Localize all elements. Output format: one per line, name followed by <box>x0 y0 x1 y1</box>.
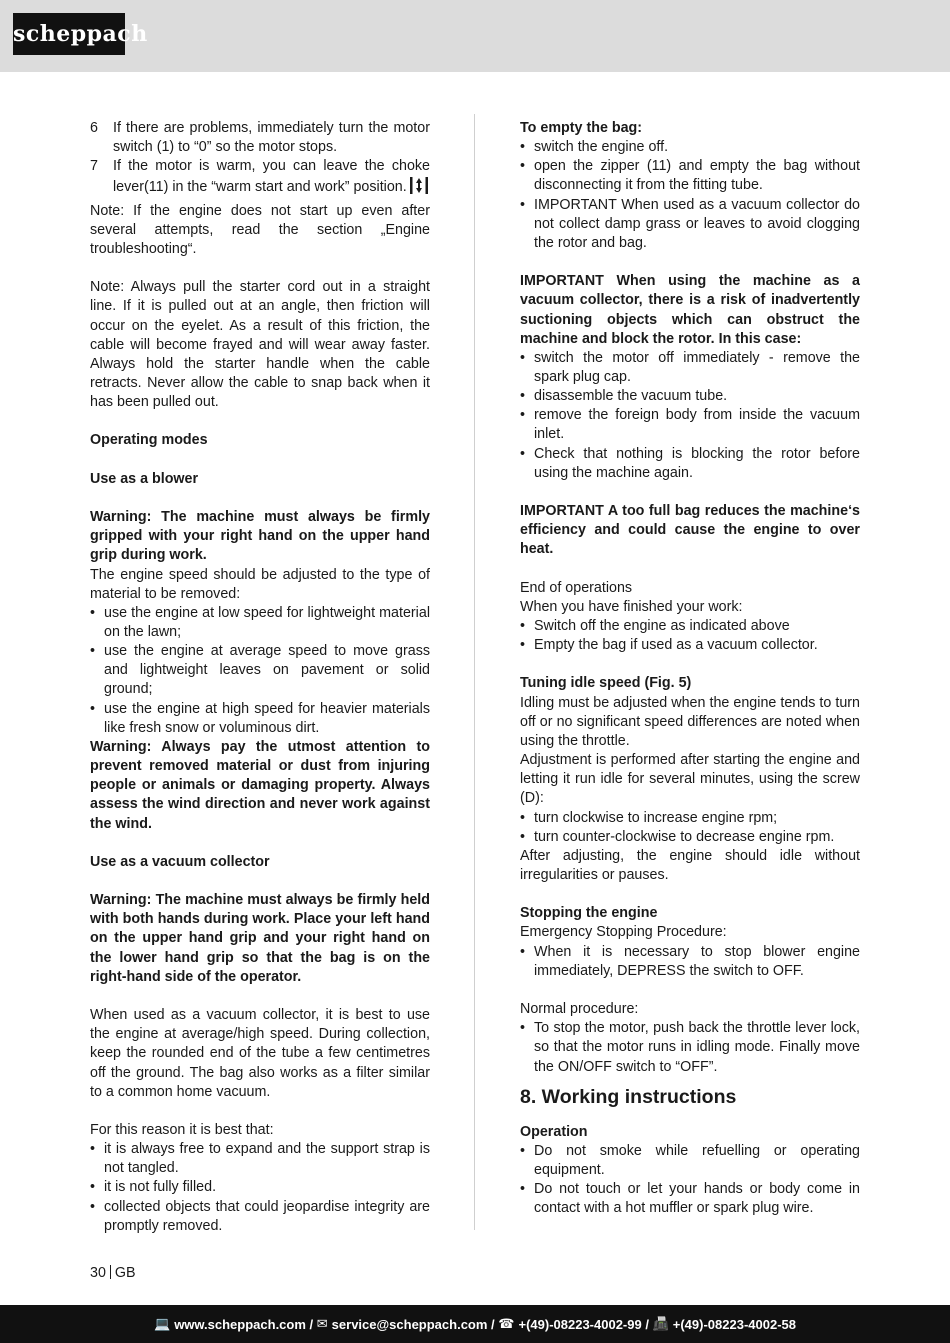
list-item: • use the engine at average speed to move grass and lightweight leaves on pavement or solid ground; <box>90 642 430 699</box>
end-of-operations-intro: When you have finished your work: <box>520 598 743 615</box>
list-item: • Do not smoke while refuelling or operating equipment. <box>520 1142 860 1180</box>
computer-icon: 💻 <box>154 1316 171 1331</box>
obstruction-steps-list <box>520 349 860 483</box>
normal-list <box>520 1019 860 1076</box>
blower-warning: Warning: The machine must always be firmly gripped with your right hand on the upper hand grip during work. <box>90 509 430 564</box>
list-item: • remove the foreign body from inside the vacuum inlet. <box>520 406 860 444</box>
tuning-list <box>520 809 860 847</box>
column-divider <box>474 114 475 1230</box>
footer-email[interactable]: service@scheppach.com / <box>331 1316 495 1332</box>
list-item <box>90 157 430 201</box>
page-language: GB <box>114 1265 136 1281</box>
vacuum-heading: Use as a vacuum collector <box>90 853 270 870</box>
right-column <box>520 119 860 1219</box>
list-item: • turn counter-clockwise to decrease engine rpm. <box>520 828 860 847</box>
vacuum-warning: Warning: The machine must always be firmly held with both hands during work. Place your left hand on the upper hand grip and your right hand on the lower hand grip so that the bag is on the right-hand side of the operator. <box>90 892 430 985</box>
step-number: 7 <box>90 158 98 175</box>
left-column <box>90 119 430 1236</box>
list-item: • disassemble the vacuum tube. <box>520 387 860 406</box>
step-text: If the motor is warm, you can leave the choke lever(11) in the “warm start and work” position. <box>113 158 430 196</box>
list-item: • Do not touch or let your hands or body come in contact with a hot muffler or spark plug wire. <box>520 1180 860 1218</box>
start-steps-list <box>90 119 430 202</box>
blower-heading: Use as a blower <box>90 470 199 487</box>
important-vacuum-obstruction: IMPORTANT When using the machine as a vacuum collector, there is a risk of inadvertently suctioning objects which can obstruct the machine and block the rotor. In this case: <box>520 273 860 347</box>
emergency-intro: Emergency Stopping Procedure: <box>520 924 727 941</box>
list-item: • To stop the motor, push back the throttle lever lock, so that the motor runs in idling mode. Finally move the ON/OFF switch to “OFF”. <box>520 1019 860 1076</box>
tuning-paragraph-2: Adjustment is performed after starting the engine and letting it run idle for several minutes, using the screw (D): <box>520 752 860 807</box>
end-of-operations-list <box>520 617 860 655</box>
page-number-value: 30 <box>90 1265 106 1281</box>
step-text: If there are problems, immediately turn the motor switch (1) to “0” so the motor stops. <box>113 120 430 156</box>
blower-speed-intro: The engine speed should be adjusted to the type of material to be removed: <box>90 566 430 602</box>
reason-intro: For this reason it is best that: <box>90 1122 274 1138</box>
footer-fax: +(49)-08223-4002-58 <box>672 1316 796 1332</box>
page-number <box>90 1265 136 1281</box>
list-item: • Switch off the engine as indicated above <box>520 617 860 636</box>
tuning-after: After adjusting, the engine should idle without irregularities or pauses. <box>520 847 860 884</box>
blower-speed-list <box>90 604 430 738</box>
list-item: • switch the motor off immediately - remove the spark plug cap. <box>520 349 860 387</box>
list-item: • turn clockwise to increase engine rpm; <box>520 809 860 828</box>
list-item: • collected objects that could jeopardise integrity are promptly removed. <box>90 1198 430 1236</box>
list-item: • IMPORTANT When used as a vacuum collector do not collect damp grass or leaves to avoid clogging the rotor and bag. <box>520 196 860 253</box>
empty-bag-heading: To empty the bag: <box>520 120 643 136</box>
empty-bag-list <box>520 138 860 253</box>
list-item <box>90 119 430 157</box>
list-item: • When it is necessary to stop blower engine immediately, DEPRESS the switch to OFF. <box>520 943 860 981</box>
phone-icon: ☎ <box>498 1316 515 1331</box>
fax-icon: 📠 <box>652 1316 669 1331</box>
normal-intro: Normal procedure: <box>520 1001 639 1018</box>
list-item: • use the engine at high speed for heavier materials like fresh snow or voluminous dirt. <box>90 700 430 738</box>
operating-modes-heading: Operating modes <box>90 432 208 449</box>
page-footer <box>0 1305 950 1343</box>
list-item: • Empty the bag if used as a vacuum collector. <box>520 636 860 655</box>
list-item: • switch the engine off. <box>520 138 860 157</box>
vacuum-paragraph: When used as a vacuum collector, it is best to use the engine at average/high speed. During collection, keep the rounded end of the tube a few centimetres off the ground. The bag also works as a filter similar to a common home vacuum. <box>90 1007 430 1100</box>
important-full-bag: IMPORTANT A too full bag reduces the machine‘s efficiency and could cause the engine to over heat. <box>520 503 860 558</box>
blower-warning-attention: Warning: Always pay the utmost attention to prevent removed material or dust from injuring people or animals or damaging property. Always assess the wind direction and never work against the wind. <box>90 738 430 832</box>
step-number: 6 <box>90 120 98 136</box>
operation-list <box>520 1142 860 1219</box>
operation-heading: Operation <box>520 1123 588 1140</box>
choke-warm-start-icon <box>409 176 429 201</box>
stopping-engine-heading: Stopping the engine <box>520 905 658 922</box>
page-number-separator <box>110 1265 111 1279</box>
end-of-operations-heading: End of operations <box>520 579 633 596</box>
tuning-idle-heading: Tuning idle speed (Fig. 5) <box>520 675 692 692</box>
note-starter-cord: Note: Always pull the starter cord out in a straight line. If it is pulled out at an angle, then friction will occur on the eyelet. As a result of this friction, the cable will become frayed and will wear away faster. Always hold the starter handle when the cable retracts. Never allow the cable to snap back when it has been pulled out. <box>90 279 430 411</box>
emergency-list <box>520 943 860 981</box>
scheppach-logo: scheppach <box>13 13 125 55</box>
footer-website[interactable]: www.scheppach.com / <box>174 1316 314 1332</box>
mail-icon: ✉ <box>316 1316 328 1331</box>
list-item: • Check that nothing is blocking the rotor before using the machine again. <box>520 445 860 483</box>
note-engine-troubleshooting: Note: If the engine does not start up even after several attempts, read the section „Engine troubleshooting“. <box>90 202 430 257</box>
list-item: • it is always free to expand and the support strap is not tangled. <box>90 1140 430 1178</box>
reason-list <box>90 1140 430 1236</box>
list-item: • it is not fully filled. <box>90 1178 430 1197</box>
section-heading-working-instructions: 8. Working instructions <box>520 1085 737 1108</box>
list-item: • use the engine at low speed for lightweight material on the lawn; <box>90 604 430 642</box>
tuning-paragraph-1: Idling must be adjusted when the engine tends to turn off or no significant speed differences are noted when using the throttle. <box>520 694 860 749</box>
list-item: • open the zipper (11) and empty the bag without disconnecting it from the fitting tube. <box>520 157 860 195</box>
page-header <box>0 0 950 72</box>
footer-phone: +(49)-08223-4002-99 / <box>518 1316 649 1332</box>
